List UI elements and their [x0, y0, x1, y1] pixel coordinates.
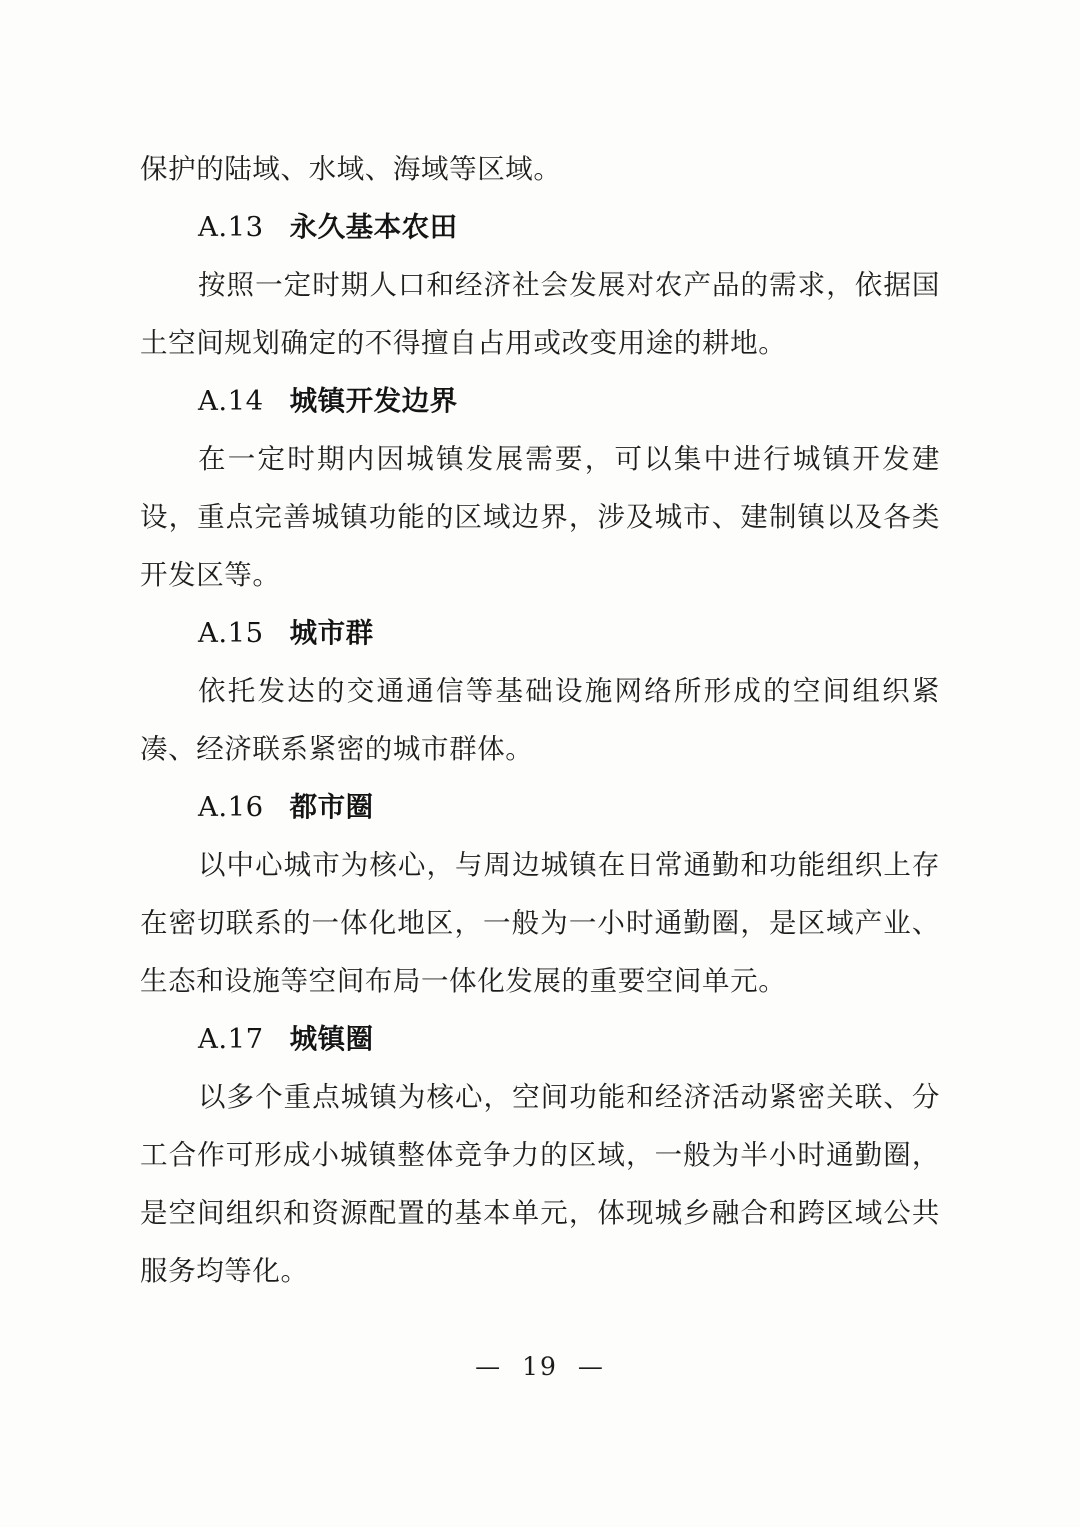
footer-dash-right: —	[577, 1352, 605, 1381]
footer-dash-left: —	[475, 1352, 503, 1381]
heading-title: 都市圈	[289, 791, 374, 823]
heading-number: A.14	[198, 385, 264, 417]
heading-a15	[140, 604, 940, 662]
paragraph-a16: 以中心城市为核心，与周边城镇在日常通勤和功能组织上存在密切联系的一体化地区，一般为一小时通勤圈，是区域产业、生态和设施等空间布局一体化发展的重要空间单元。	[140, 849, 940, 997]
heading-number: A.13	[198, 211, 264, 243]
paragraph-a13: 按照一定时期人口和经济社会发展对农产品的需求，依据国土空间规划确定的不得擅自占用或改变用途的耕地。	[140, 269, 940, 359]
page-content	[140, 140, 940, 1300]
section-a17	[140, 1010, 940, 1300]
heading-title: 永久基本农田	[289, 211, 458, 243]
heading-number: A.16	[198, 791, 264, 823]
heading-a13	[140, 198, 940, 256]
section-a16	[140, 778, 940, 1010]
paragraph-a15: 依托发达的交通通信等基础设施网络所形成的空间组织紧凑、经济联系紧密的城市群体。	[140, 675, 940, 765]
section-a13	[140, 198, 940, 372]
paragraph-continued: 保护的陆域、水域、海域等区域。	[140, 153, 562, 185]
heading-a14	[140, 372, 940, 430]
heading-title: 城市群	[289, 617, 374, 649]
paragraph-a17: 以多个重点城镇为核心，空间功能和经济活动紧密关联、分工合作可形成小城镇整体竞争力的区域，一般为半小时通勤圈，是空间组织和资源配置的基本单元，体现城乡融合和跨区域公共服务均等化。	[140, 1081, 940, 1287]
page-footer	[0, 1352, 1080, 1381]
section-a14	[140, 372, 940, 604]
page-number: 19	[522, 1352, 558, 1381]
heading-title: 城镇开发边界	[289, 385, 458, 417]
paragraph-a14: 在一定时期内因城镇发展需要，可以集中进行城镇开发建设，重点完善城镇功能的区域边界，涉及城市、建制镇以及各类开发区等。	[140, 443, 940, 591]
heading-number: A.17	[198, 1023, 264, 1055]
heading-number: A.15	[198, 617, 264, 649]
heading-a17	[140, 1010, 940, 1068]
heading-title: 城镇圈	[289, 1023, 374, 1055]
heading-a16	[140, 778, 940, 836]
section-a15	[140, 604, 940, 778]
